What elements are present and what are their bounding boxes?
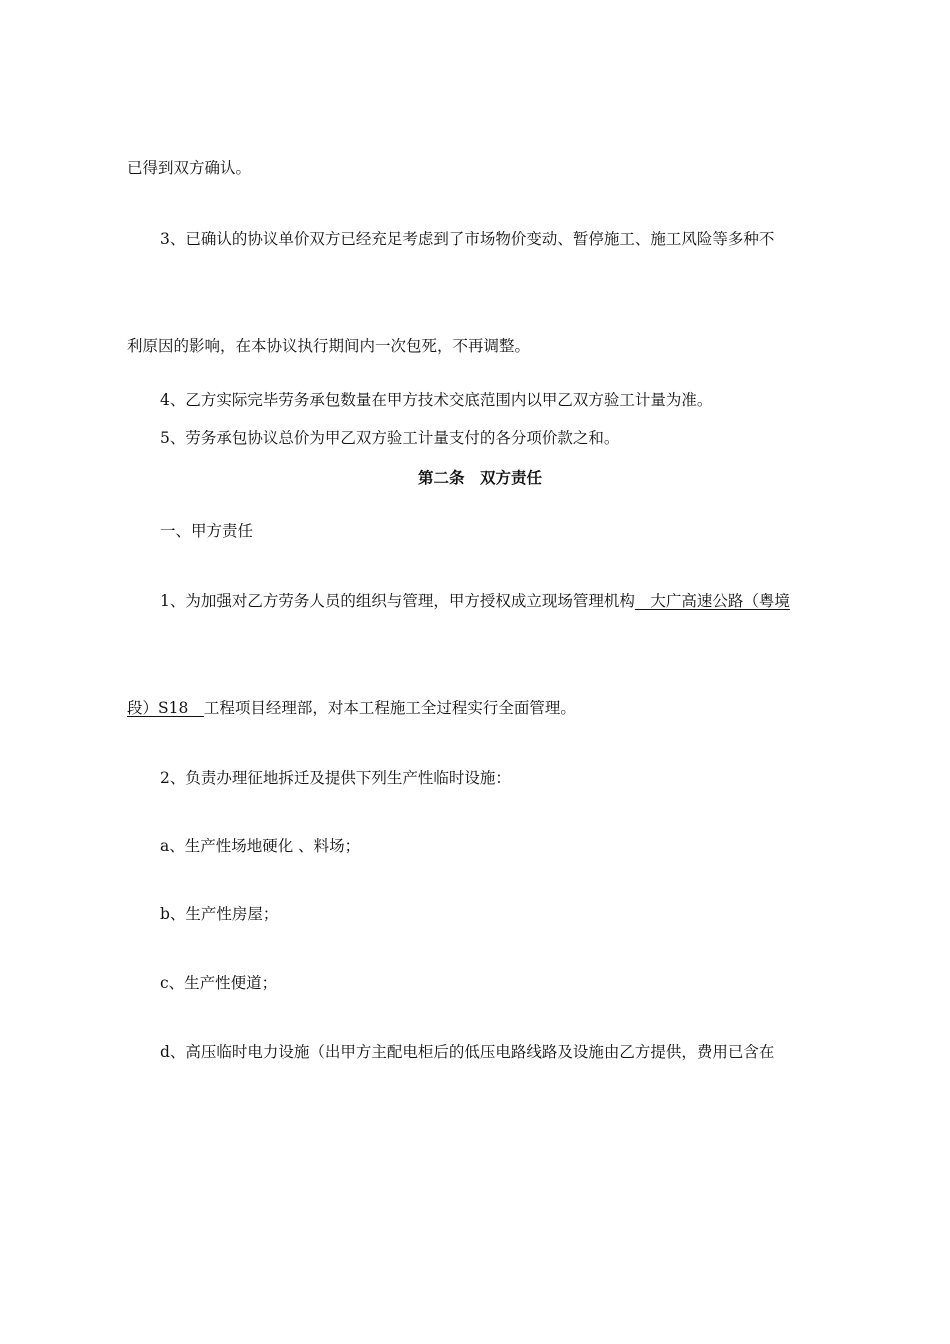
list-item: d、高压临时电力设施（出甲方主配电柜后的低压电路线路及设施由乙方提供，费用已含在: [160, 1043, 775, 1061]
paragraph-line: 2、负责办理征地拆迁及提供下列生产性临时设施：: [160, 769, 511, 787]
list-item: b、生产性房屋；: [160, 905, 279, 923]
underlined-project-name: 段）S18: [127, 699, 204, 717]
paragraph-line: 一、甲方责任: [160, 522, 254, 540]
paragraph-line: 已得到双方确认。: [127, 159, 252, 177]
paragraph-line: 利原因的影响，在本协议执行期间内一次包死，不再调整。: [127, 337, 531, 355]
line-text: 1、为加强对乙方劳务人员的组织与管理，甲方授权成立现场管理机构: [160, 592, 635, 610]
line-text: 工程项目经理部，对本工程施工全过程实行全面管理。: [203, 699, 576, 717]
underlined-project-name: 大广高速公路（粤境: [634, 592, 790, 610]
paragraph-line: 5、劳务承包协议总价为甲乙双方验工计量支付的各分项价款之和。: [160, 429, 620, 447]
paragraph-line: [127, 698, 576, 718]
list-item: a、生产性场地硬化 、料场；: [160, 837, 361, 855]
section-heading: 第二条 双方责任: [417, 468, 542, 487]
paragraph-line: [160, 591, 790, 611]
paragraph-line: 3、已确认的协议单价双方已经充足考虑到了市场物价变动、暂停施工、施工风险等多种不: [160, 230, 775, 248]
list-item: c、生产性便道；: [160, 974, 278, 992]
paragraph-line: 4、乙方实际完毕劳务承包数量在甲方技术交底范围内以甲乙双方验工计量为准。: [160, 391, 713, 409]
